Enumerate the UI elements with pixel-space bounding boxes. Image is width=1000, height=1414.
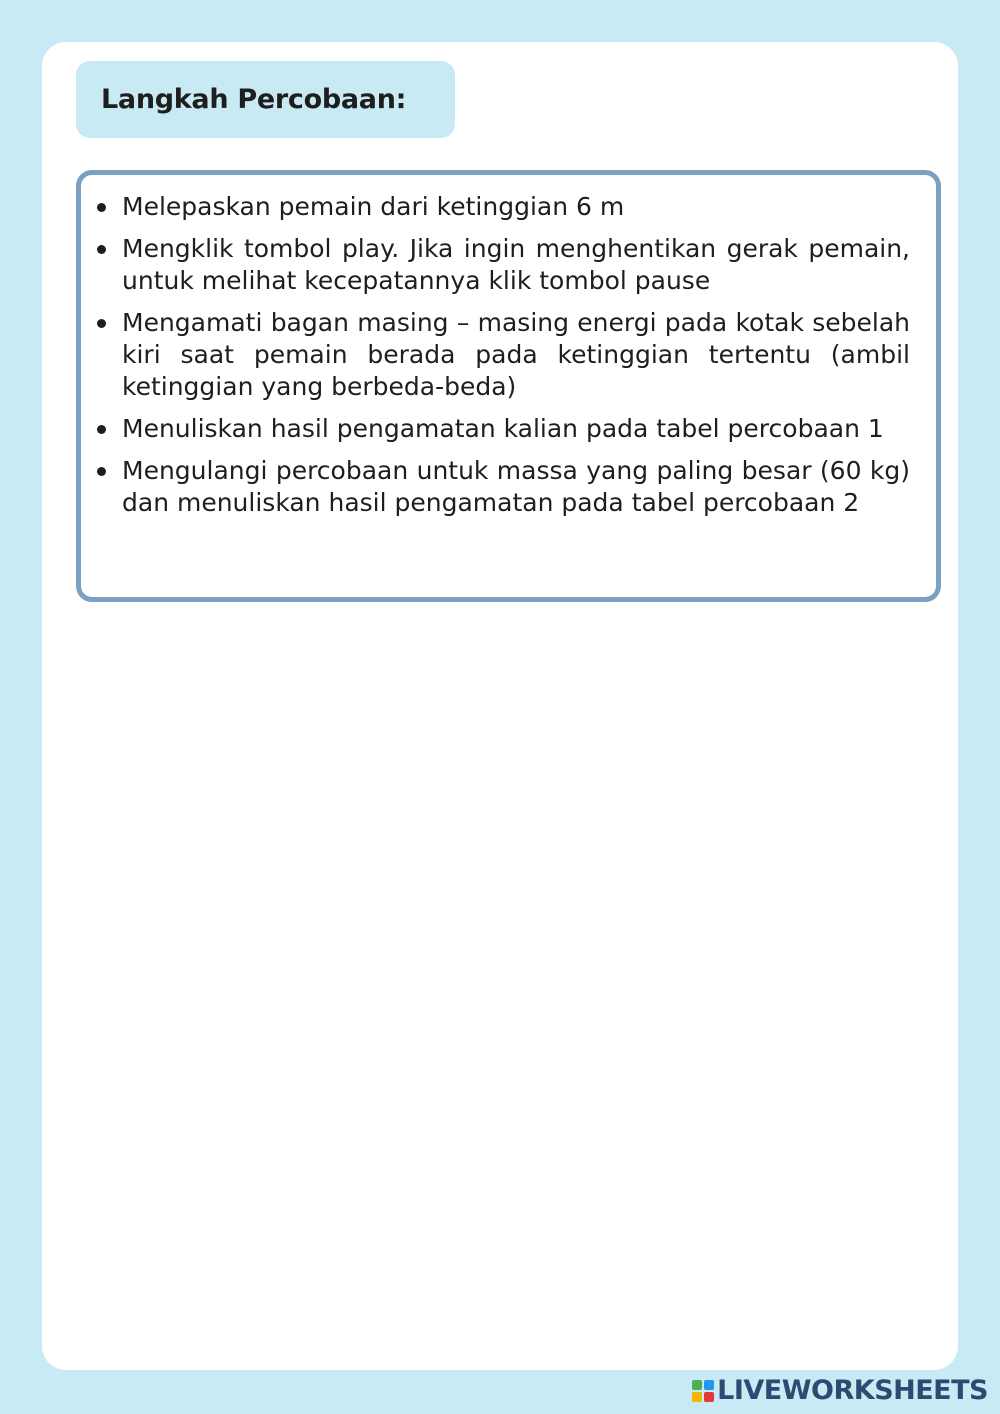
step-text: Mengamati bagan masing – masing energi pada kotak sebelah kiri saat pemain berada pada ketinggian tertentu (ambil ketinggian yang berbeda-beda) bbox=[122, 308, 910, 401]
step-text: Mengklik tombol play. Jika ingin menghentikan gerak pemain, untuk melihat kecepatannya klik tombol pause bbox=[122, 234, 910, 295]
step-item bbox=[93, 413, 910, 445]
bullet-icon bbox=[97, 319, 106, 328]
step-item bbox=[93, 191, 910, 223]
section-title: Langkah Percobaan: bbox=[101, 84, 407, 115]
steps-box bbox=[76, 170, 941, 602]
bullet-icon bbox=[97, 425, 106, 434]
steps-list bbox=[93, 191, 910, 519]
step-item bbox=[93, 455, 910, 519]
step-text: Melepaskan pemain dari ketinggian 6 m bbox=[122, 192, 625, 221]
logo-grid-icon bbox=[692, 1380, 714, 1402]
bullet-icon bbox=[97, 203, 106, 212]
bullet-icon bbox=[97, 245, 106, 254]
liveworksheets-logo bbox=[692, 1375, 988, 1406]
step-text: Menuliskan hasil pengamatan kalian pada tabel percobaan 1 bbox=[122, 414, 884, 443]
brand-name: LIVEWORKSHEETS bbox=[717, 1375, 988, 1406]
step-item bbox=[93, 307, 910, 403]
step-text: Mengulangi percobaan untuk massa yang paling besar (60 kg) dan menuliskan hasil pengamatan pada tabel percobaan 2 bbox=[122, 456, 910, 517]
bullet-icon bbox=[97, 467, 106, 476]
heading-box bbox=[76, 61, 455, 138]
step-item bbox=[93, 233, 910, 297]
